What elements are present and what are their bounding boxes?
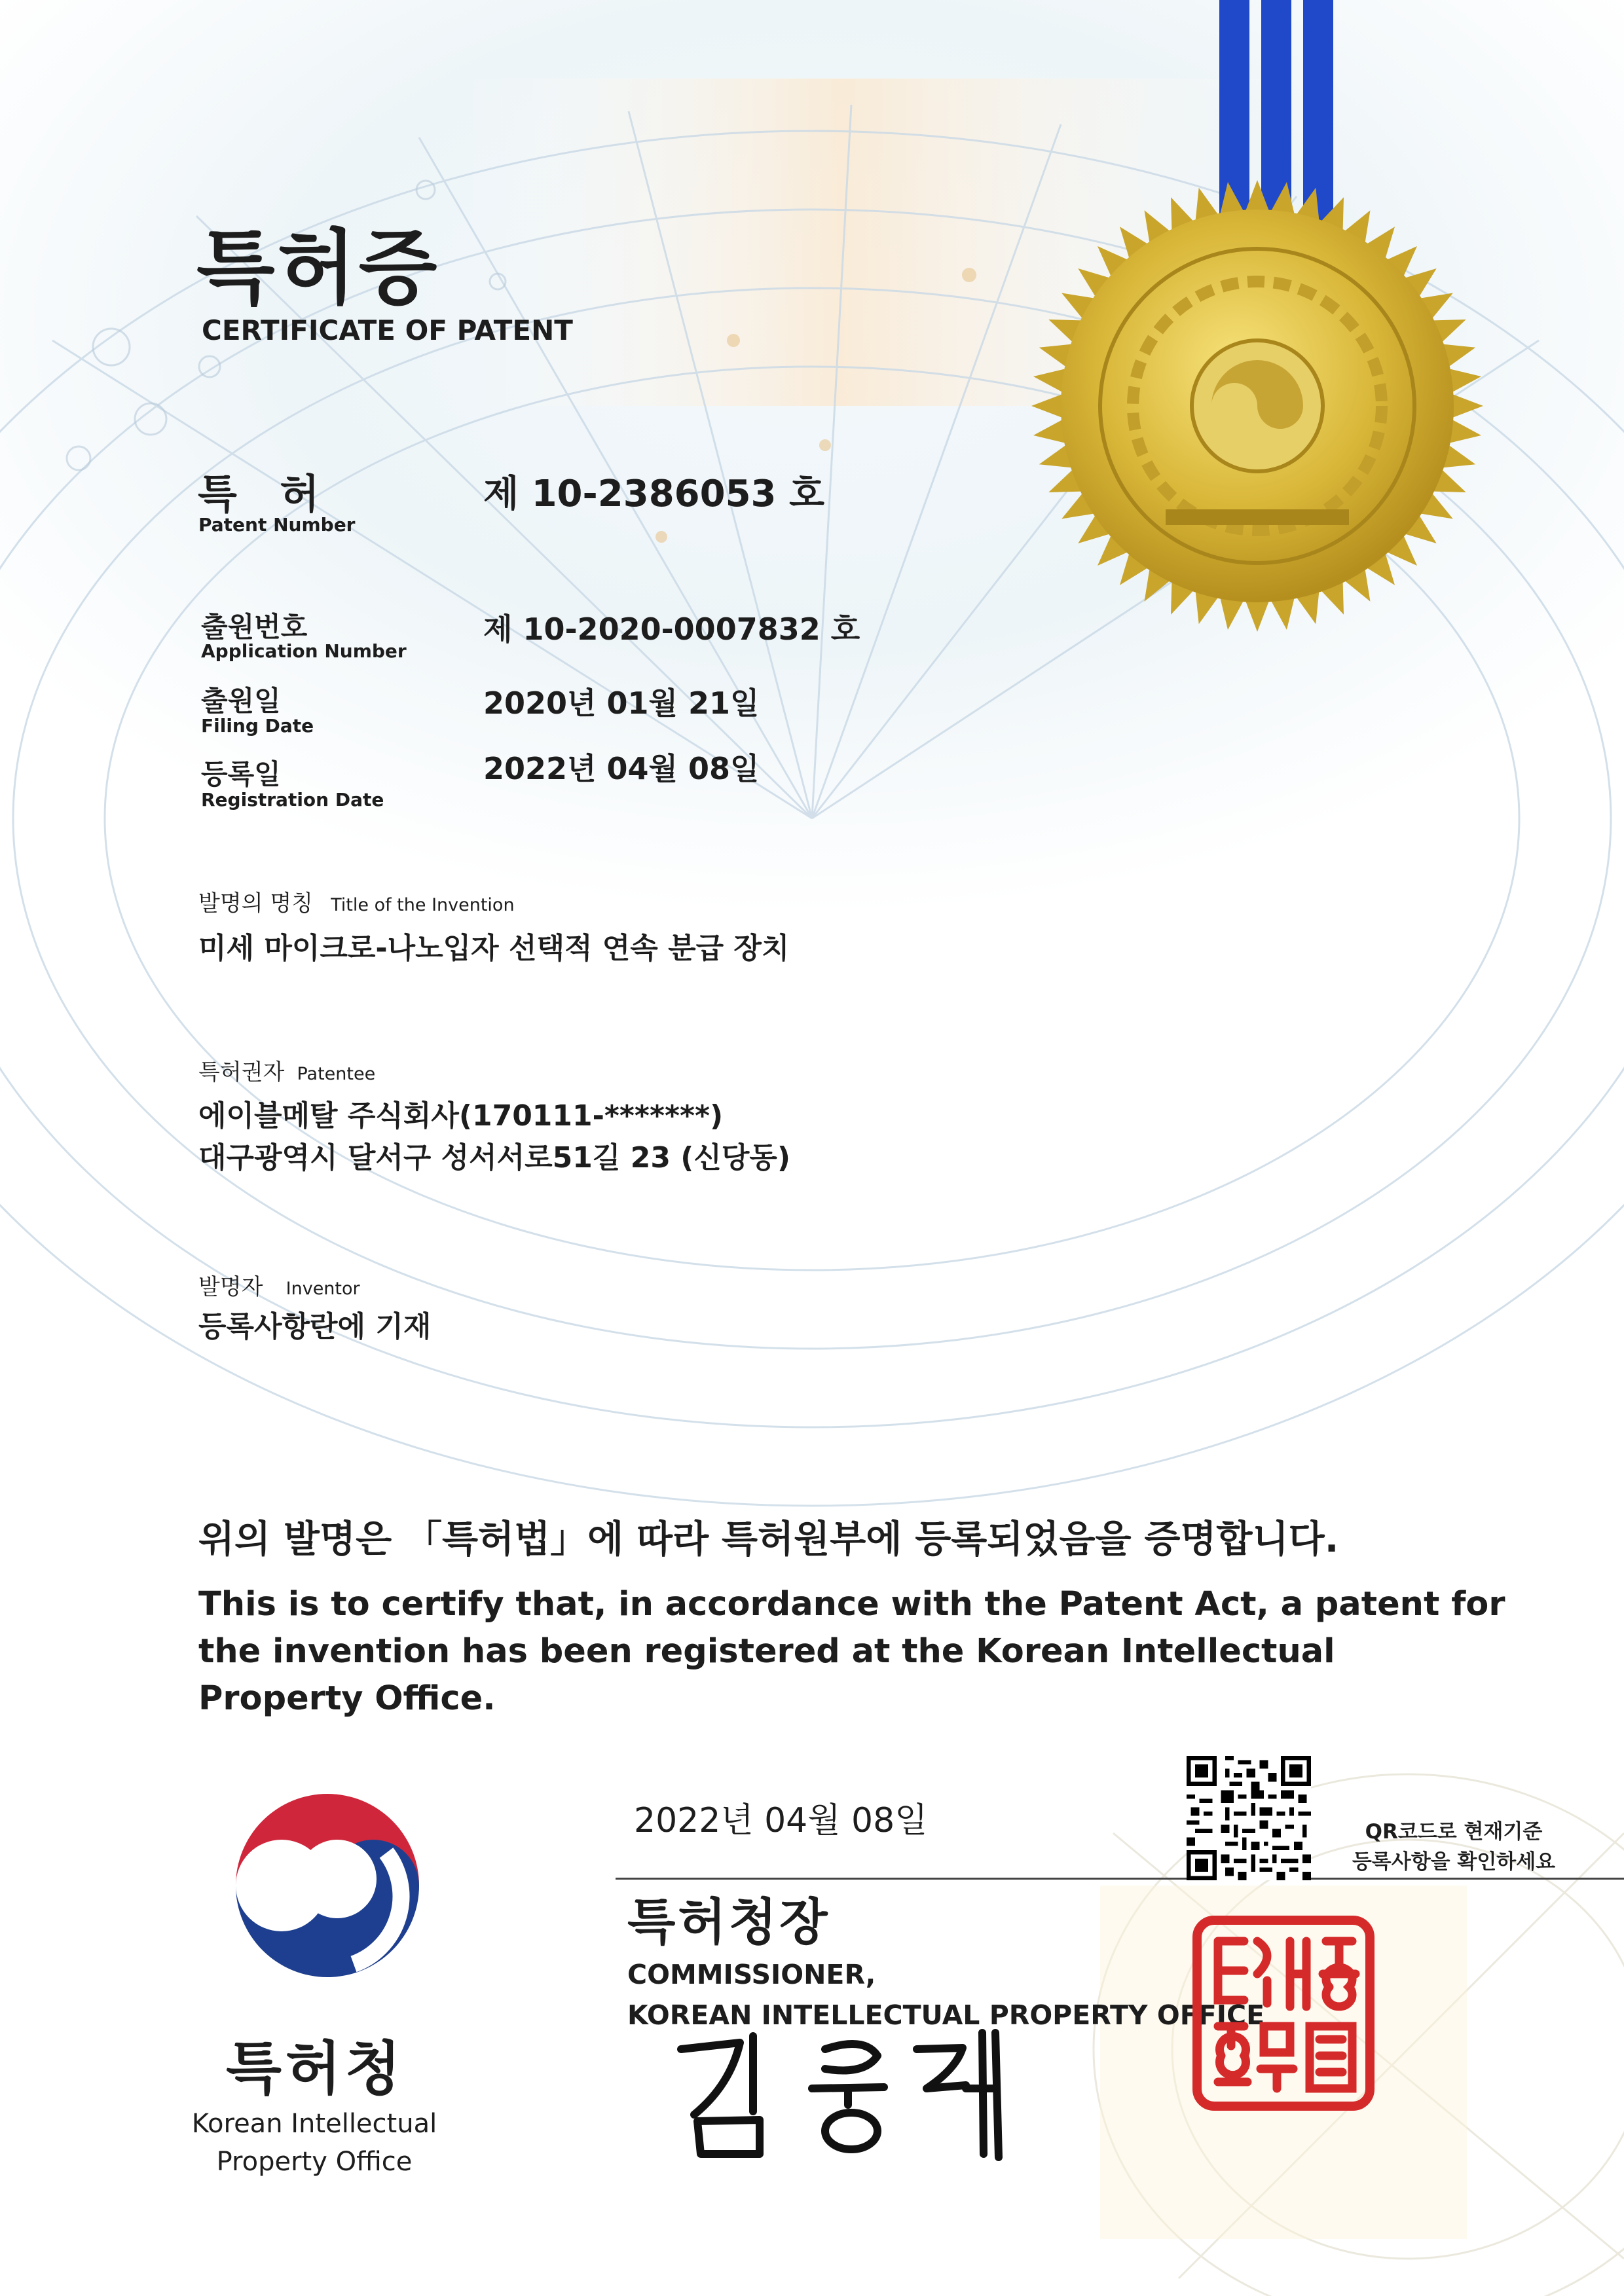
signature-divider [616,1878,1624,1880]
commissioner-title-line1: COMMISSIONER, [627,1959,876,1990]
invention-label-ko: 발명의 명칭 [198,890,314,917]
office-name-english-line2: Property Office [216,2147,413,2177]
application-number-label-en: Application Number [201,640,407,662]
patent-number-label-en: Patent Number [198,514,356,536]
filing-date-value: 2020년 01월 21일 [483,685,760,721]
qr-instruction-text [1336,1817,1572,1877]
patent-number-label-ko: 특 허 [198,470,334,518]
qr-code-icon[interactable] [1187,1756,1311,1880]
commissioner-title-line2: KOREAN INTELLECTUAL PROPERTY OFFICE [627,1999,1265,2031]
application-number-value: 제 10-2020-0007832 호 [483,611,860,647]
patentee-name: 에이블메탈 주식회사(170111-*******) [198,1099,724,1133]
patent-number-value: 제 10-2386053 호 [483,473,825,515]
issue-date: 2022년 04월 08일 [634,1801,928,1840]
qr-instruction-line2: 등록사항을 확인하세요 [1352,1850,1556,1874]
filing-date-label-ko: 출원일 [201,685,281,717]
patentee-label-ko: 특허권자 [198,1059,285,1085]
taegeuk-logo-icon [229,1787,426,1984]
certification-text-english: This is to certify that, in accordance with the Patent Act, a patent for the invention has been registered at the Korean Intellectual Property Office. [198,1585,1505,1718]
inventor-value: 등록사항란에 기재 [198,1310,432,1343]
registration-date-value: 2022년 04월 08일 [483,751,760,786]
filing-date-label-en: Filing Date [201,715,314,737]
registration-date-label-ko: 등록일 [201,758,281,790]
application-number-label-ko: 출원번호 [201,611,308,643]
certification-text-korean: 위의 발명은 「특허법」에 따라 특허원부에 등록되었음을 증명합니다. [198,1518,1339,1561]
inventor-label-ko: 발명자 [198,1274,263,1300]
red-official-seal-icon [1192,1915,1375,2111]
patentee-label [198,1054,375,1086]
invention-label-en: Title of the Invention [331,895,515,915]
office-name-korean: 특허청 [226,2035,405,2102]
certificate-title-english: CERTIFICATE OF PATENT [202,314,573,346]
patentee-label-en: Patentee [297,1064,376,1084]
qr-instruction-line1: QR코드로 현재기준 [1365,1820,1543,1844]
registration-date-label-en: Registration Date [201,789,384,811]
inventor-label-en: Inventor [286,1279,360,1299]
invention-title-value: 미세 마이크로-나노입자 선택적 연속 분급 장치 [198,932,790,965]
inventor-label [198,1269,360,1301]
handwritten-signature-icon [668,2023,1035,2167]
certificate-title-korean: 특허증 [196,221,440,316]
invention-label [198,885,515,917]
patentee-address: 대구광역시 달서구 성서서로51길 23 (신당동) [198,1141,791,1175]
commissioner-title-korean: 특허청장 [627,1893,830,1951]
office-name-english [177,2105,452,2181]
office-name-english-line1: Korean Intellectual [191,2109,437,2139]
gold-medal-seal-icon [1031,180,1483,632]
